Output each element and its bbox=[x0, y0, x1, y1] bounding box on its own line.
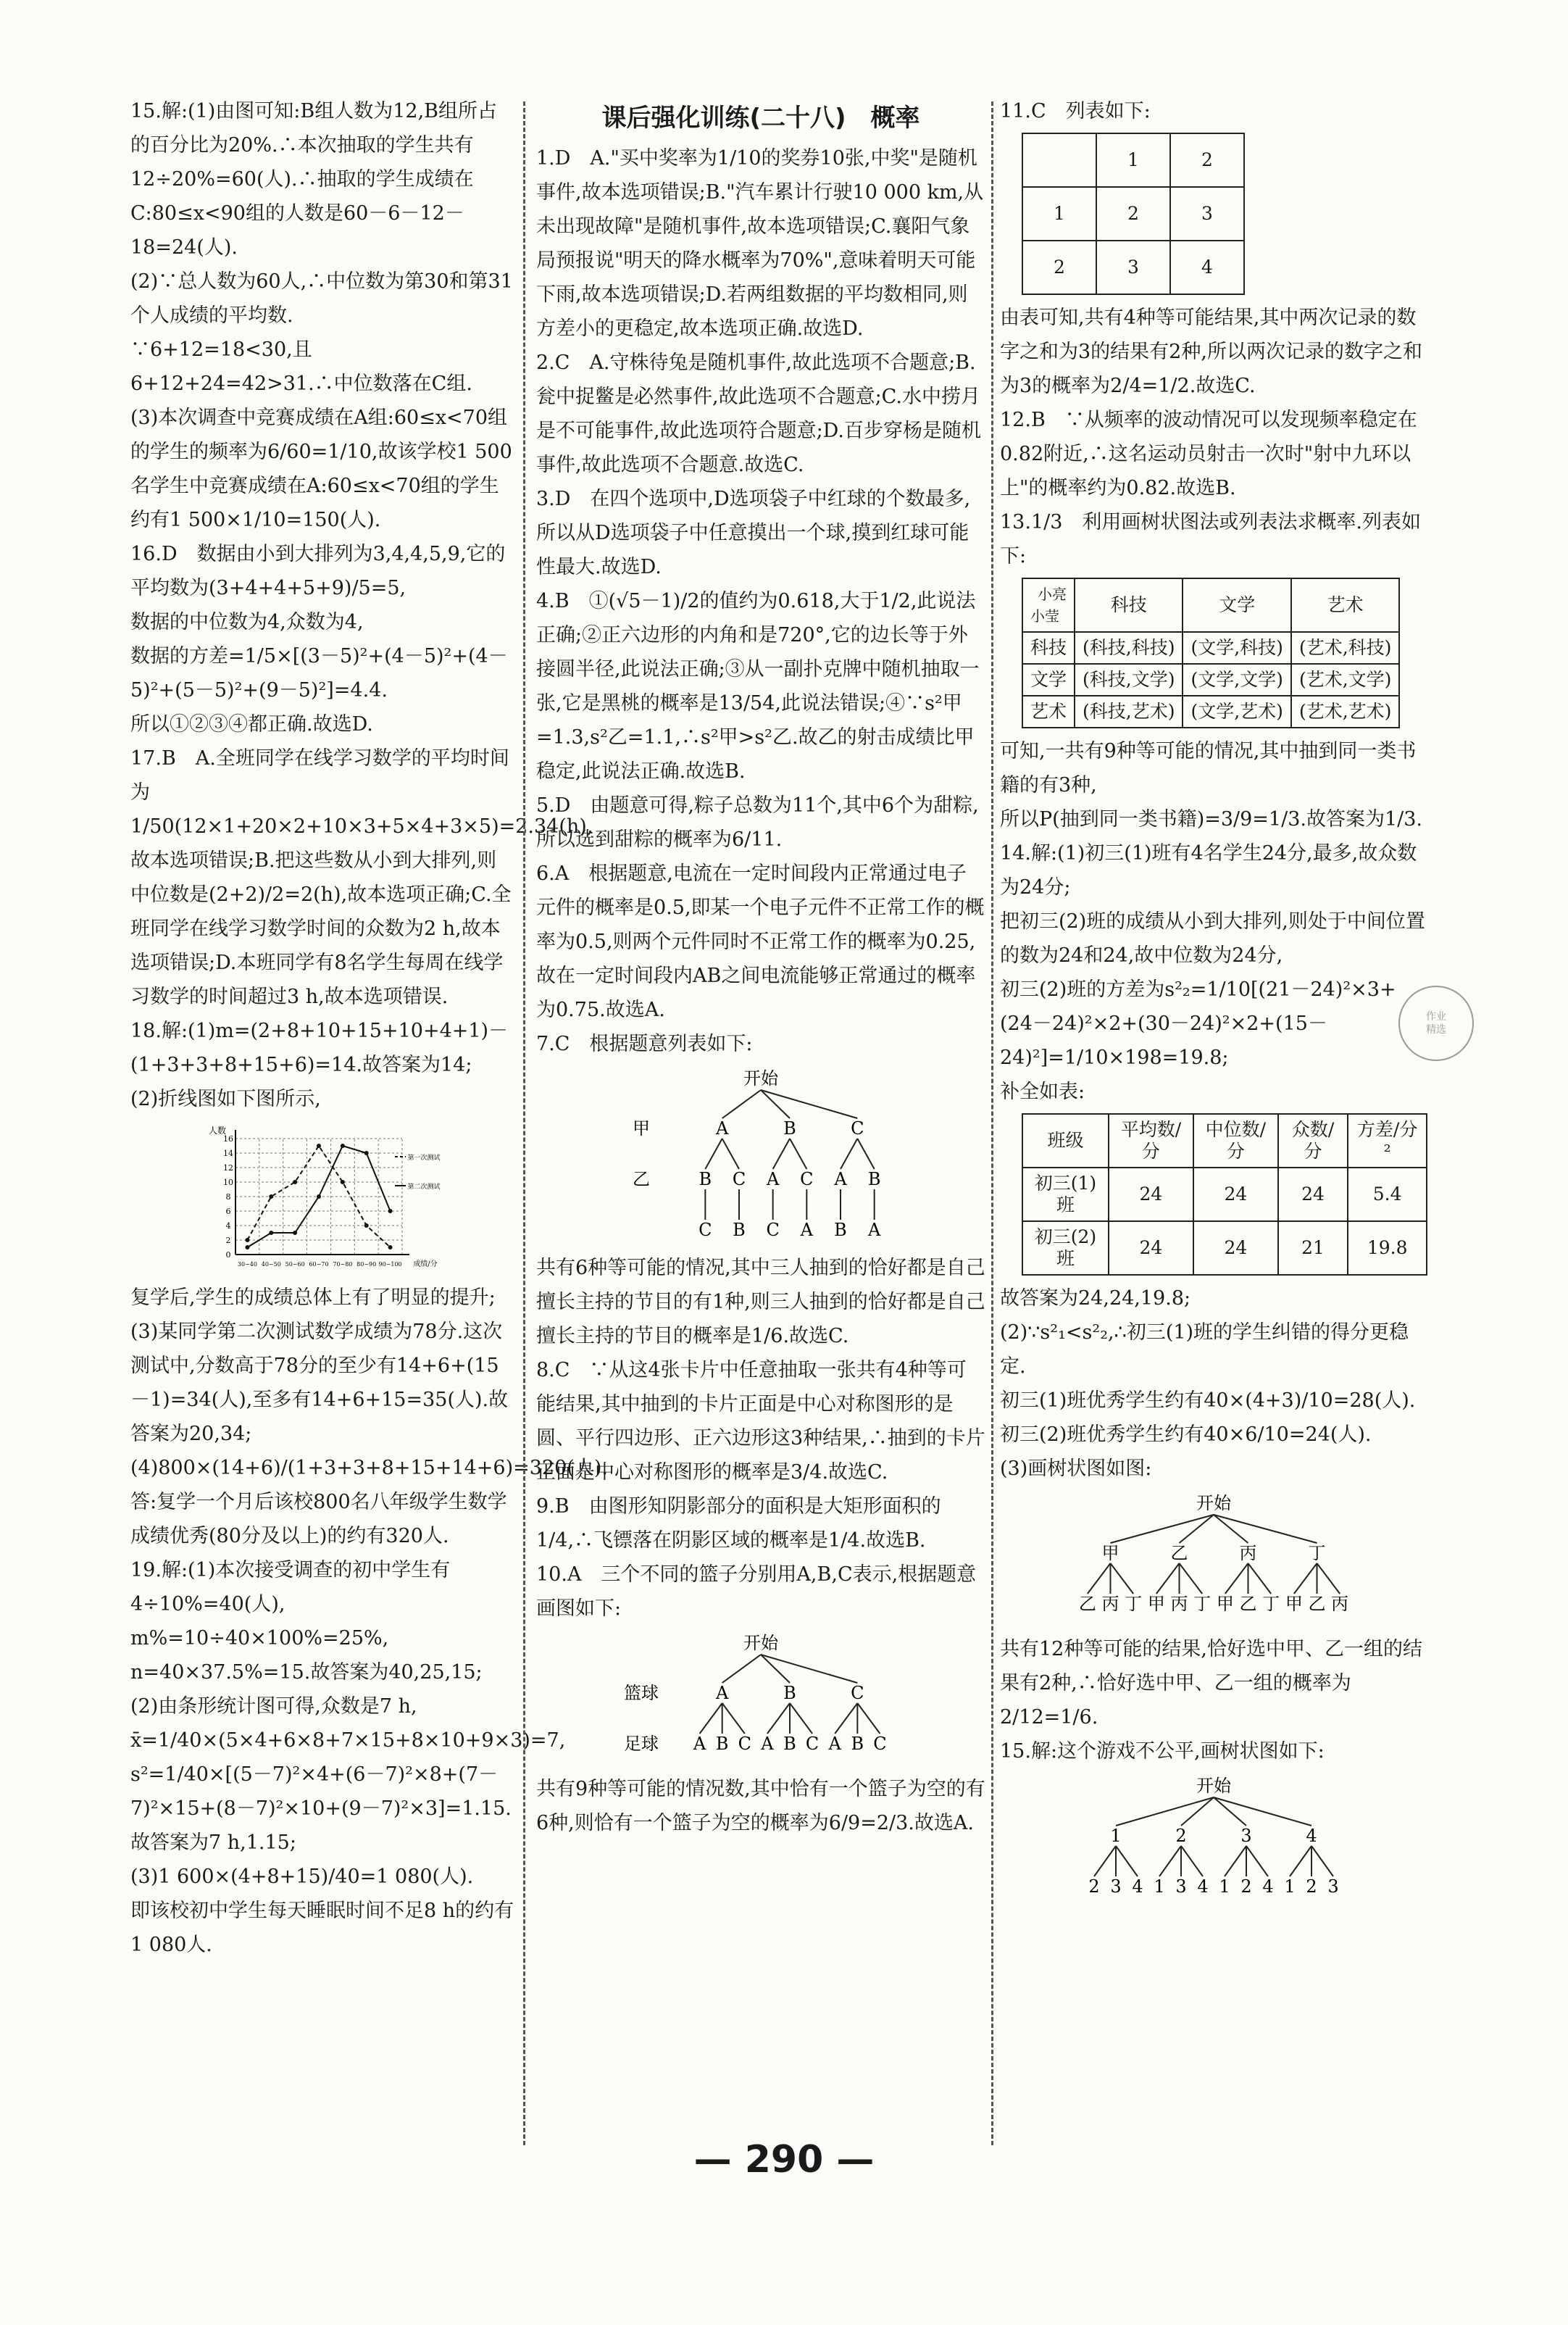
tree-branch bbox=[1214, 1797, 1311, 1826]
answer-paragraph: (3)本次调查中竞赛成绩在A组:60≤x<70组的学生的频率为6/60=1/10,故该学校1 500名学生中竞赛成绩在A:60≤x<70组的学生约有1 500×1/10=150(人). bbox=[130, 407, 512, 531]
table-cell: 24 bbox=[1278, 1168, 1348, 1221]
tree-node: 2 bbox=[1306, 1876, 1317, 1897]
answer-paragraph: 共有12种等可能的结果,恰好选中甲、乙一组的结果有2种,∴恰好选中甲、乙一组的概率为2/12=1/6. bbox=[1000, 1638, 1422, 1729]
chart-ytick: 8 bbox=[225, 1192, 231, 1202]
table-cell: 2 bbox=[1170, 133, 1244, 187]
tree-node: 3 bbox=[1240, 1826, 1252, 1846]
tree-node: 3 bbox=[1110, 1876, 1122, 1897]
corner-top: 小亮 bbox=[1038, 586, 1067, 603]
answer-paragraph: 8.C ∵从这4张卡片中任意抽取一张共有4种等可能结果,其中抽到的卡片正面是中心对称图形的是圆、平行四边形、正六边形这3种结果,∴抽到的卡片正面是中心对称图形的概率是3/4.故选C. bbox=[536, 1359, 985, 1484]
table-header-cell: 艺术 bbox=[1291, 578, 1399, 632]
tree-branch bbox=[1246, 1846, 1268, 1876]
chart-ytick: 2 bbox=[225, 1236, 231, 1245]
table-cell: 科技 bbox=[1022, 632, 1075, 664]
table-cell: 初三(1)班 bbox=[1022, 1168, 1109, 1221]
answer-paragraph: (2)∵s²₁<s²₂,∴初三(1)班的学生纠错的得分更稳定. bbox=[1000, 1321, 1409, 1378]
tree-node: 2 bbox=[1175, 1826, 1187, 1846]
tree-diagram-q14 bbox=[1054, 1490, 1373, 1628]
answer-paragraph: 7.C 根据题意列表如下: bbox=[536, 1033, 753, 1055]
tree-branch bbox=[1180, 1563, 1203, 1594]
chart-xtick: 40~50 bbox=[261, 1261, 281, 1268]
table-cell: (艺术,艺术) bbox=[1291, 696, 1399, 728]
answer-paragraph: 由表可知,共有4种等可能结果,其中两次记录的数字之和为3的结果有2种,所以两次记录的数字之和为3的概率为2/4=1/2.故选C. bbox=[1000, 307, 1422, 397]
answer-paragraph: (3)1 600×(4+8+15)/40=1 080(人). bbox=[130, 1866, 474, 1888]
tree-node: 乙 bbox=[1239, 1594, 1257, 1614]
tree-branch bbox=[857, 1139, 874, 1169]
chart-point bbox=[341, 1144, 345, 1148]
table-cell: 5.4 bbox=[1348, 1168, 1427, 1221]
column-divider bbox=[991, 101, 993, 2145]
tree-node: B bbox=[733, 1220, 746, 1240]
answer-paragraph: (2)由条形统计图可得,众数是7 h, bbox=[130, 1695, 417, 1718]
table-cell: (科技,科技) bbox=[1075, 632, 1183, 664]
tree-node: 4 bbox=[1132, 1876, 1143, 1897]
tree-node: C bbox=[738, 1734, 751, 1754]
tree-branch bbox=[1294, 1563, 1317, 1594]
tree-node: B bbox=[867, 1169, 881, 1189]
tree-branch bbox=[1116, 1797, 1214, 1826]
table-cell: 3 bbox=[1096, 241, 1170, 294]
answer-paragraph: 12.B ∵从频率的波动情况可以发现频率稳定在0.82附近,∴这名运动员射击一次时"射中九环以上"的概率约为0.82.故选B. bbox=[1000, 409, 1417, 499]
tree-node: 甲 bbox=[1101, 1543, 1119, 1563]
tree-branch bbox=[1088, 1563, 1111, 1594]
table-cell: (艺术,文学) bbox=[1291, 664, 1399, 696]
tree-node: A bbox=[800, 1220, 814, 1240]
tree-node: 1 bbox=[1219, 1876, 1230, 1897]
tree-node: B bbox=[715, 1734, 729, 1754]
tree-node: 乙 bbox=[1170, 1543, 1188, 1563]
tree-node: 1 bbox=[1110, 1826, 1122, 1846]
chart-ylabel: 人数 bbox=[208, 1126, 227, 1136]
table-cell: (文学,文学) bbox=[1183, 664, 1290, 696]
answer-paragraph: 复学后,学生的成绩总体上有了明显的提升; bbox=[130, 1286, 496, 1309]
answer-paragraph: 11.C 列表如下: bbox=[1000, 100, 1151, 122]
table-header-cell: 文学 bbox=[1183, 578, 1290, 632]
chart-ytick: 0 bbox=[225, 1250, 231, 1260]
tree-branch bbox=[1248, 1563, 1272, 1594]
table-cell: 19.8 bbox=[1348, 1221, 1427, 1275]
tree-node: 甲 bbox=[1147, 1594, 1165, 1614]
tree-branch bbox=[1159, 1846, 1181, 1876]
left-column bbox=[130, 94, 608, 1962]
answer-paragraph: ∵6+12=18<30,且6+12+24=42>31.∴中位数落在C组. bbox=[130, 338, 472, 395]
tree-node: C bbox=[851, 1118, 864, 1139]
answer-paragraph: 1.D A."买中奖率为1/10的奖券10张,中奖"是随机事件,故本选项错误;B."汽车累计行驶10 000 km,从未出现故障"是随机事件,故本选项错误;C.襄阳气象局预报说"明天的降水概率为70%",意味着明天可能下雨,故本选项错误;D.若两组数据的平均数相同,则方差小的更稳定,故本选项正确.故选D. bbox=[536, 147, 984, 340]
tree-node: 丁 bbox=[1308, 1543, 1326, 1563]
tree-node: 1 bbox=[1284, 1876, 1296, 1897]
table-cell: 2 bbox=[1096, 187, 1170, 241]
chart-point bbox=[341, 1180, 345, 1184]
tree-node: A bbox=[867, 1220, 881, 1240]
table-cell: 2 bbox=[1022, 241, 1096, 294]
answer-paragraph: 数据的中位数为4,众数为4, bbox=[130, 611, 364, 633]
tree-node: A bbox=[828, 1734, 841, 1754]
tree-branch bbox=[1181, 1846, 1203, 1876]
tree-node: C bbox=[851, 1683, 864, 1703]
table-cell: 中位数/分 bbox=[1193, 1114, 1278, 1168]
table-cell: 3 bbox=[1170, 187, 1244, 241]
tree-branch bbox=[722, 1139, 739, 1169]
chart-point bbox=[245, 1238, 249, 1242]
middle-column bbox=[536, 94, 985, 1840]
answer-paragraph: 初三(2)班优秀学生约有40×6/10=24(人). bbox=[1000, 1423, 1372, 1446]
table-q11 bbox=[1022, 133, 1245, 295]
tree-level1-label: 甲 bbox=[633, 1118, 650, 1139]
corner-bottom: 小莹 bbox=[1030, 607, 1059, 625]
tree-level1-label: 篮球 bbox=[624, 1683, 659, 1703]
tree-node: 丙 bbox=[1170, 1594, 1188, 1614]
answer-paragraph: 19.解:(1)本次接受调查的初中学生有4÷10%=40(人), bbox=[130, 1559, 451, 1615]
tree-node: C bbox=[805, 1734, 820, 1754]
chart-point bbox=[317, 1194, 321, 1199]
tree-branch bbox=[1094, 1846, 1116, 1876]
table-cell: 21 bbox=[1278, 1221, 1348, 1275]
tree-node: 丙 bbox=[1239, 1543, 1257, 1563]
tree-node: 2 bbox=[1088, 1876, 1100, 1897]
stamp-seal: 作业 精选 bbox=[1398, 986, 1474, 1061]
tree-level2-label: 足球 bbox=[624, 1734, 659, 1754]
chart-xtick: 80~90 bbox=[356, 1261, 377, 1268]
answer-paragraph: (2)∵总人数为60人,∴中位数为第30和第31个人成绩的平均数. bbox=[130, 270, 513, 327]
answer-paragraph: 5.D 由题意可得,粽子总数为11个,其中6个为甜粽,所以选到甜粽的概率为6/11. bbox=[536, 794, 979, 851]
answer-paragraph: 初三(1)班优秀学生约有40×(4+3)/10=28(人). bbox=[1000, 1389, 1416, 1412]
tree-branch bbox=[705, 1139, 722, 1169]
tree-node: C bbox=[698, 1220, 712, 1240]
table-cell: 平均数/分 bbox=[1109, 1114, 1193, 1168]
table-cell: (文学,科技) bbox=[1183, 632, 1290, 664]
tree-node: 丙 bbox=[1101, 1594, 1119, 1614]
chart-xtick: 60~70 bbox=[309, 1261, 329, 1268]
tree-node: A bbox=[761, 1734, 774, 1754]
tree-branch bbox=[767, 1703, 790, 1734]
tree-node: C bbox=[732, 1169, 746, 1189]
tree-node: B bbox=[783, 1683, 796, 1703]
answer-paragraph: 初三(2)班的方差为s²₂=1/10[(21－24)²×3+(24－24)²×2+(30－24)²×2+(15－24)²]=1/10×198=19.8; bbox=[1000, 978, 1396, 1069]
tree-node: 4 bbox=[1262, 1876, 1274, 1897]
answer-paragraph: 14.解:(1)初三(1)班有4名学生24分,最多,故众数为24分; bbox=[1000, 842, 1417, 899]
table-cell: 24 bbox=[1109, 1168, 1193, 1221]
tree-node: B bbox=[783, 1734, 796, 1754]
chart-ytick: 6 bbox=[225, 1207, 231, 1216]
table-cell: 1 bbox=[1096, 133, 1170, 187]
answer-paragraph: 15.解:这个游戏不公平,画树状图如下: bbox=[1000, 1740, 1325, 1763]
tree-start-node: 开始 bbox=[1196, 1776, 1231, 1796]
tree-branch bbox=[773, 1139, 790, 1169]
chart-xtick: 70~80 bbox=[333, 1261, 353, 1268]
table-cell: (科技,艺术) bbox=[1075, 696, 1183, 728]
table-cell: 文学 bbox=[1022, 664, 1075, 696]
answer-paragraph: 4.B ①(√5－1)/2的值约为0.618,大于1/2,此说法正确;②正六边形的内角和是720°,它的边长等于外接圆半径,此说法正确;③从一副扑克牌中随机抽取一张,它是黑桃的概率是13/54,此说法错误;④∵s²甲=1.3,s²乙=1.1,∴s²甲>s²乙.故乙的射击成绩比甲稳定,此说法正确.故选B. bbox=[536, 590, 980, 783]
chart-ytick: 10 bbox=[223, 1178, 233, 1187]
chart-ytick: 16 bbox=[223, 1134, 233, 1144]
table-corner bbox=[1022, 578, 1075, 632]
chart-legend-label: 第二次测试 bbox=[407, 1184, 441, 1191]
chart-xtick: 30~40 bbox=[237, 1261, 257, 1268]
chart-xlabel: 成绩/分 bbox=[413, 1260, 438, 1268]
chart-point bbox=[269, 1231, 273, 1235]
answer-paragraph: 所以①②③④都正确.故选D. bbox=[130, 713, 373, 736]
table-cell: (艺术,科技) bbox=[1291, 632, 1399, 664]
tree-branch bbox=[857, 1703, 880, 1734]
answer-paragraph: 可知,一共有9种等可能的情况,其中抽到同一类书籍的有3种, bbox=[1000, 740, 1417, 797]
answer-paragraph: (3)某同学第二次测试数学成绩为78分.这次测试中,分数高于78分的至少有14+6+(15－1)=34(人),至多有14+6+15=35(人).故答案为20,34; bbox=[130, 1320, 509, 1445]
tree-branch bbox=[1116, 1846, 1138, 1876]
answer-paragraph: 答:复学一个月后该校800名八年级学生数学成绩优秀(80分及以上)的约有320人. bbox=[130, 1491, 507, 1547]
tree-node: B bbox=[783, 1118, 796, 1139]
tree-branch bbox=[790, 1139, 806, 1169]
tree-branch bbox=[1111, 1563, 1134, 1594]
table-cell: 初三(2)班 bbox=[1022, 1221, 1109, 1275]
tree-node: 4 bbox=[1306, 1826, 1317, 1846]
tree-node: 2 bbox=[1240, 1876, 1252, 1897]
answer-paragraph: 13.1/3 利用画树状图法或列表法求概率.列表如下: bbox=[1000, 511, 1421, 567]
answer-paragraph: s²=1/40×[(5－7)²×4+(6－7)²×8+(7－7)²×15+(8－7)²×10+(9－7)²×3]=1.15.故答案为7 h,1.15; bbox=[130, 1763, 512, 1854]
tree-branch bbox=[790, 1703, 812, 1734]
tree-level2-label: 乙 bbox=[633, 1169, 650, 1189]
answer-paragraph: 共有6种等可能的情况,其中三人抽到的恰好都是自己擅长主持的节目的有1种,则三人抽到的恰好都是自己擅长主持的节目的概率是1/6.故选C. bbox=[536, 1257, 985, 1347]
tree-node: 乙 bbox=[1308, 1594, 1326, 1614]
chart-legend-label: 第一次测试 bbox=[407, 1155, 441, 1162]
answer-paragraph: (4)800×(14+6)/(1+3+3+8+15+14+6)=320(人). bbox=[130, 1457, 608, 1479]
answer-paragraph: 数据的方差=1/5×[(3－5)²+(4－5)²+(4－5)²+(5－5)²+(9－5)²]=4.4. bbox=[130, 645, 508, 702]
tree-node: C bbox=[873, 1734, 887, 1754]
tree-branch bbox=[722, 1090, 761, 1118]
tree-branch bbox=[841, 1139, 857, 1169]
tree-node: B bbox=[851, 1734, 864, 1754]
chart-ytick: 12 bbox=[223, 1163, 233, 1173]
table-q13 bbox=[1022, 578, 1400, 728]
chart-xtick: 50~60 bbox=[285, 1261, 305, 1268]
table-cell: 1 bbox=[1022, 187, 1096, 241]
answer-paragraph: 补全如表: bbox=[1000, 1081, 1085, 1103]
answer-paragraph: 6.A 根据题意,电流在一定时间段内正常通过电子元件的概率是0.5,即某一个电子元件不正常工作的概率为0.5,则两个元件同时不正常工作的概率为0.25,故在一定时间段内AB之间电流能够正常通过的概率为0.75.故选A. bbox=[536, 862, 985, 1021]
tree-node: A bbox=[834, 1169, 847, 1189]
tree-branch bbox=[1225, 1846, 1246, 1876]
tree-start-node: 开始 bbox=[743, 1633, 778, 1653]
chart-point bbox=[317, 1144, 321, 1148]
table-cell: 艺术 bbox=[1022, 696, 1075, 728]
chart-point bbox=[269, 1194, 273, 1199]
answer-paragraph: 17.B A.全班同学在线学习数学的平均时间为1/50(12×1+20×2+10×3+5×4+3×5)=2.34(h),故本选项错误;B.把这些数从小到大排列,则中位数是(2+2)/2=2(h),故本选项正确;C.全班同学在线学习数学时间的众数为2 h,故本选项错误;D.本班同学有8名学生每周在线学习数学的时间超过3 h,故本选项错误. bbox=[130, 747, 593, 1008]
answer-paragraph: 共有9种等可能的情况数,其中恰有一个篮子为空的有6种,则恰有一个篮子为空的概率为6/9=2/3.故选A. bbox=[536, 1778, 985, 1834]
tree-node: 1 bbox=[1154, 1876, 1165, 1897]
answer-paragraph: 3.D 在四个选项中,D选项袋子中红球的个数最多,所以从D选项袋子中任意摸出一个球,摸到红球可能性最大.故选D. bbox=[536, 488, 971, 578]
chart-point bbox=[245, 1245, 249, 1249]
tree-start-node: 开始 bbox=[1196, 1493, 1231, 1513]
tree-branch bbox=[1290, 1846, 1311, 1876]
tree-start-node: 开始 bbox=[743, 1068, 778, 1089]
table-cell: 24 bbox=[1109, 1221, 1193, 1275]
chart-point bbox=[364, 1223, 369, 1228]
answer-paragraph: 把初三(2)班的成绩从小到大排列,则处于中间位置的数为24和24,故中位数为24分, bbox=[1000, 910, 1425, 967]
table-cell bbox=[1022, 133, 1096, 187]
answer-paragraph: 16.D 数据由小到大排列为3,4,4,5,9,它的平均数为(3+4+4+5+9)/5=5, bbox=[130, 543, 506, 599]
tree-node: 甲 bbox=[1285, 1594, 1303, 1614]
tree-node: C bbox=[800, 1169, 814, 1189]
tree-node: 丙 bbox=[1331, 1594, 1349, 1614]
answer-paragraph: 2.C A.守株待兔是随机事件,故此选项不合题意;B.瓮中捉鳖是必然事件,故此选项不合题意;C.水中捞月是不可能事件,故此选项符合题意;D.百步穿杨是随机事件,故此选项不合题意.故选C. bbox=[536, 352, 981, 476]
table-cell: 24 bbox=[1193, 1221, 1278, 1275]
page-number: — 290 — bbox=[693, 2138, 875, 2181]
tree-node: 3 bbox=[1175, 1876, 1187, 1897]
answer-paragraph: 故答案为24,24,19.8; bbox=[1000, 1287, 1191, 1310]
chart-point bbox=[388, 1209, 393, 1213]
answer-paragraph: 9.B 由图形知阴影部分的面积是大矩形面积的1/4,∴飞镖落在阴影区域的概率是1/4.故选B. bbox=[536, 1495, 941, 1552]
tree-node: C bbox=[766, 1220, 780, 1240]
tree-branch bbox=[722, 1655, 761, 1683]
tree-branch bbox=[1156, 1563, 1180, 1594]
tree-node: A bbox=[766, 1169, 780, 1189]
tree-branch bbox=[1225, 1563, 1248, 1594]
tree-node: B bbox=[834, 1220, 847, 1240]
tree-diagram-q7 bbox=[609, 1065, 913, 1247]
section-title: 课后强化训练(二十八) 概率 bbox=[601, 104, 920, 133]
tree-node: A bbox=[715, 1118, 729, 1139]
chart-ytick: 4 bbox=[225, 1221, 231, 1231]
column-divider bbox=[523, 101, 525, 2145]
answer-paragraph: 所以P(抽到同一类书籍)=3/9=1/3.故答案为1/3. bbox=[1000, 808, 1423, 831]
table-cell: 24 bbox=[1193, 1168, 1278, 1221]
answer-paragraph: (3)画树状图如图: bbox=[1000, 1457, 1152, 1480]
answer-paragraph: m%=10÷40×100%=25%, bbox=[130, 1627, 389, 1650]
tree-branch bbox=[835, 1703, 857, 1734]
right-column bbox=[1000, 94, 1427, 1915]
tree-diagram-q15 bbox=[1062, 1773, 1366, 1910]
answer-paragraph: 即该校初中学生每天睡眠时间不足8 h的约有1 080人. bbox=[130, 1900, 514, 1956]
answer-paragraph: x̄=1/40×(5×4+6×8+7×15+8×10+9×3)=7, bbox=[130, 1729, 566, 1752]
table-cell: (文学,艺术) bbox=[1183, 696, 1290, 728]
answer-paragraph: (2)折线图如下图所示, bbox=[130, 1088, 321, 1110]
tree-branch bbox=[1214, 1515, 1317, 1543]
table-cell: (科技,文学) bbox=[1075, 664, 1183, 696]
tree-node: 丁 bbox=[1125, 1594, 1143, 1614]
table-q14 bbox=[1022, 1113, 1427, 1276]
tree-node: 3 bbox=[1327, 1876, 1339, 1897]
tree-node: 4 bbox=[1197, 1876, 1209, 1897]
tree-node: 甲 bbox=[1216, 1594, 1234, 1614]
answer-paragraph: n=40×37.5%=15.故答案为40,25,15; bbox=[130, 1661, 483, 1684]
table-cell: 方差/分² bbox=[1348, 1114, 1427, 1168]
tree-branch bbox=[700, 1703, 722, 1734]
table-cell: 4 bbox=[1170, 241, 1244, 294]
chart-xtick: 90~100 bbox=[378, 1261, 402, 1268]
chart-point bbox=[293, 1231, 297, 1235]
table-cell: 班级 bbox=[1022, 1114, 1109, 1168]
table-cell: 众数/分 bbox=[1278, 1114, 1348, 1168]
answer-paragraph: 10.A 三个不同的篮子分别用A,B,C表示,根据题意画图如下: bbox=[536, 1563, 977, 1620]
tree-node: 丁 bbox=[1193, 1594, 1212, 1614]
chart-point bbox=[388, 1245, 393, 1249]
answer-paragraph: 15.解:(1)由图可知:B组人数为12,B组所占的百分比为20%.∴本次抽取的学生共有12÷20%=60(人).∴抽取的学生成绩在C:80≤x<90组的人数是60－6－12－18=24(人). bbox=[130, 100, 497, 259]
tree-node: A bbox=[693, 1734, 706, 1754]
tree-branch bbox=[1311, 1846, 1333, 1876]
tree-node: 乙 bbox=[1078, 1594, 1096, 1614]
table-header-cell: 科技 bbox=[1075, 578, 1183, 632]
chart-point bbox=[364, 1151, 369, 1155]
tree-branch bbox=[722, 1703, 745, 1734]
tree-node: A bbox=[715, 1683, 729, 1703]
answer-paragraph: 18.解:(1)m=(2+8+10+15+10+4+1)－(1+3+3+8+15+6)=14.故答案为14; bbox=[130, 1020, 509, 1076]
chart-point bbox=[293, 1180, 297, 1184]
chart-ytick: 14 bbox=[223, 1149, 233, 1158]
tree-diagram-q10 bbox=[609, 1630, 913, 1768]
tree-branch bbox=[1317, 1563, 1340, 1594]
tree-branch bbox=[1111, 1515, 1214, 1543]
tree-node: B bbox=[698, 1169, 712, 1189]
tree-node: 丁 bbox=[1262, 1594, 1280, 1614]
line-chart bbox=[203, 1120, 442, 1276]
